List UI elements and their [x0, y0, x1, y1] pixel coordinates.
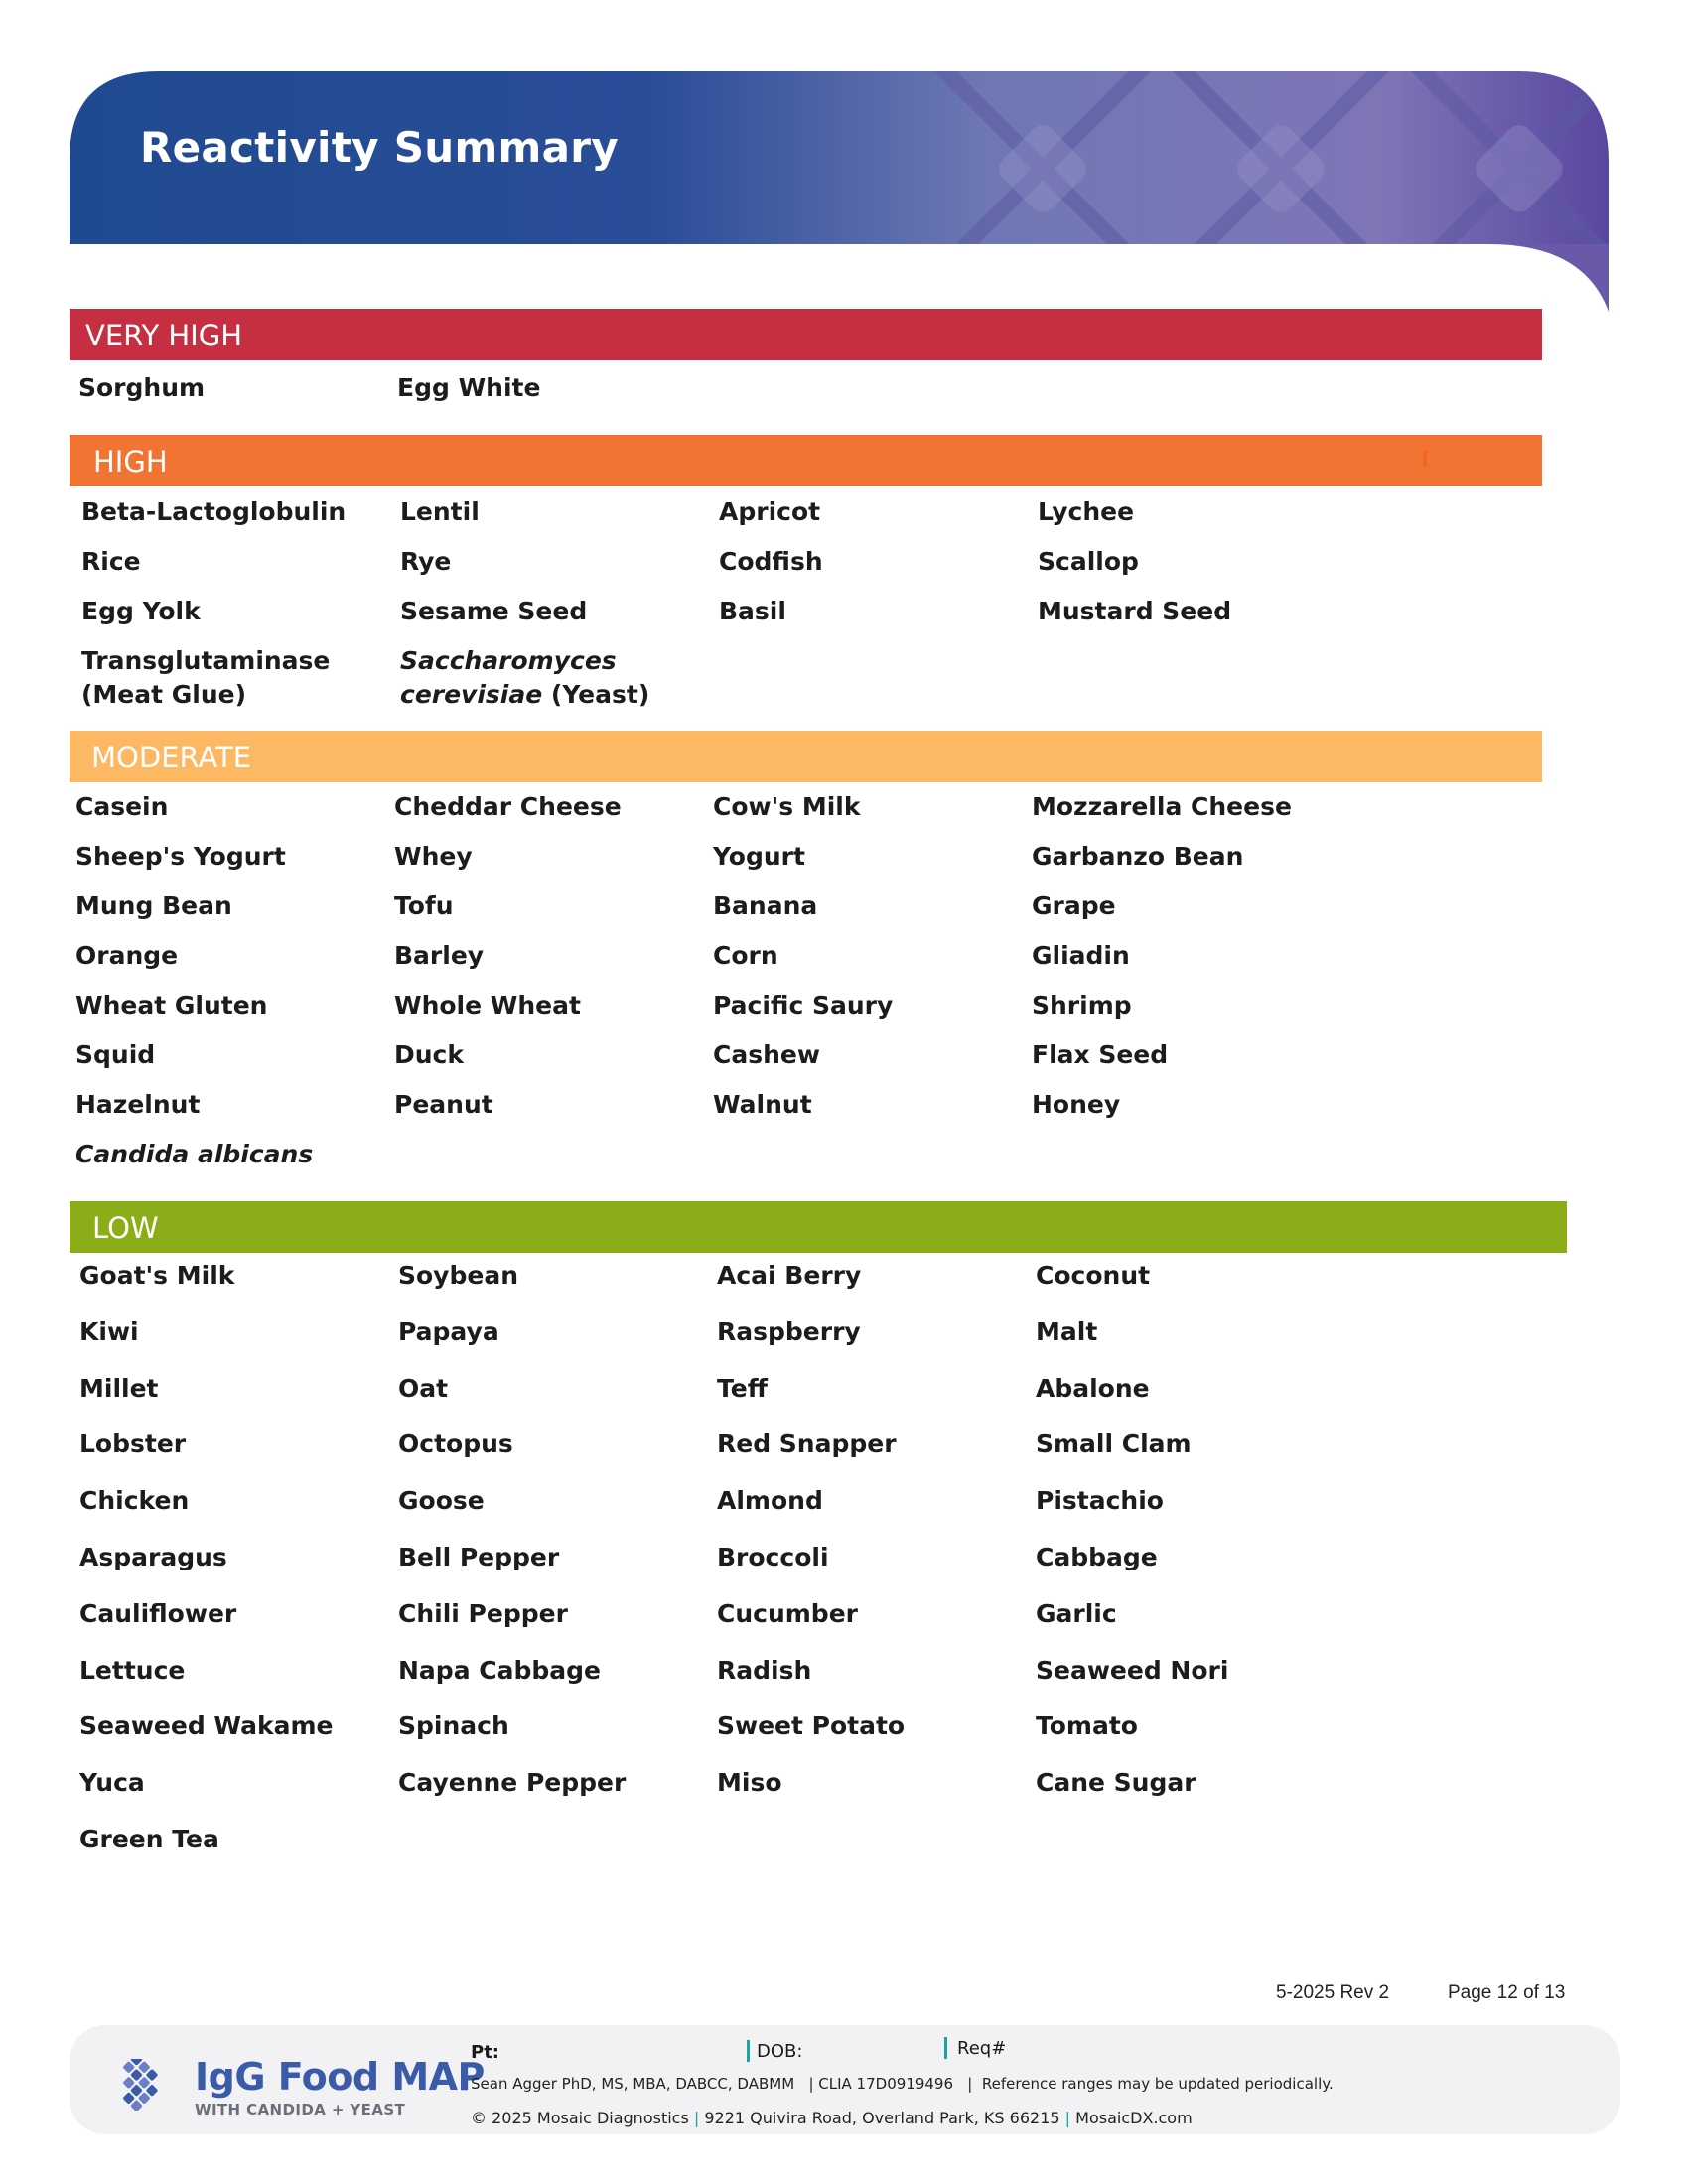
food-name-line: Transglutaminase: [81, 646, 331, 675]
food-item: Rice: [81, 547, 141, 576]
food-item: Asparagus: [79, 1542, 227, 1571]
logo-subtitle: WITH CANDIDA + YEAST: [195, 2101, 406, 2118]
food-item: Chili Pepper: [398, 1598, 568, 1628]
food-item: Mung Bean: [75, 891, 232, 920]
food-item: Mozzarella Cheese: [1032, 792, 1292, 821]
food-name-line: cerevisiae: [400, 680, 543, 709]
reference-note: Reference ranges may be updated periodically.: [981, 2075, 1334, 2093]
food-item: Duck: [394, 1040, 464, 1069]
food-item: Casein: [75, 792, 169, 821]
copyright-text: © 2025 Mosaic Diagnostics: [471, 2109, 689, 2127]
food-item: Egg White: [397, 373, 541, 402]
food-item: Raspberry: [717, 1316, 861, 1346]
food-item: Cayenne Pepper: [398, 1768, 627, 1798]
food-item: Pistachio: [1036, 1486, 1164, 1516]
food-item: Hazelnut: [75, 1090, 201, 1119]
moderate-food-list: [75, 790, 1350, 1187]
food-item: Whole Wheat: [394, 991, 581, 1020]
section-label: HIGH: [93, 445, 168, 478]
food-name-line: (Meat Glue): [81, 680, 247, 709]
food-item: Grape: [1032, 891, 1116, 920]
food-item: Abalone: [1036, 1373, 1150, 1403]
food-item: Shrimp: [1032, 991, 1132, 1020]
food-item: Napa Cabbage: [398, 1655, 601, 1685]
food-item: Broccoli: [717, 1542, 829, 1571]
food-item: Octopus: [398, 1430, 513, 1459]
food-item: Lychee: [1038, 497, 1135, 526]
food-item: Corn: [713, 941, 778, 970]
very-high-food-list: [78, 371, 1353, 411]
food-item: Scallop: [1038, 547, 1139, 576]
lab-credits: Sean Agger PhD, MS, MBA, DABCC, DABMM | CLIA 17D0919496 | Reference ranges may be updated periodically.: [471, 2075, 1334, 2093]
separator: [747, 2040, 750, 2062]
food-item: Cauliflower: [79, 1598, 237, 1628]
food-item: Basil: [719, 597, 786, 625]
high-food-list: [81, 495, 1356, 709]
food-item: Sheep's Yogurt: [75, 842, 286, 871]
food-item: [400, 644, 719, 709]
food-item: Cow's Milk: [713, 792, 861, 821]
food-item: Egg Yolk: [81, 597, 201, 625]
food-item: Mustard Seed: [1038, 597, 1232, 625]
food-item: Kiwi: [79, 1316, 139, 1346]
food-item: Cucumber: [717, 1598, 858, 1628]
clia-number: | CLIA 17D0919496: [808, 2075, 953, 2093]
food-item: Tomato: [1036, 1711, 1138, 1741]
food-item: Seaweed Wakame: [79, 1711, 334, 1741]
food-item: Sesame Seed: [400, 597, 588, 625]
company-address: 9221 Quivira Road, Overland Park, KS 66215: [704, 2109, 1060, 2127]
food-item: Cashew: [713, 1040, 820, 1069]
food-item: Beta-Lactoglobulin: [81, 497, 347, 526]
mosaic-logo-icon: [95, 2059, 185, 2111]
food-item: Almond: [717, 1486, 823, 1516]
food-item: Spinach: [398, 1711, 509, 1741]
food-item: Chicken: [79, 1486, 190, 1516]
food-item: Teff: [717, 1373, 768, 1403]
copyright-line: © 2025 Mosaic Diagnostics | 9221 Quivira Road, Overland Park, KS 66215 | MosaicDX.com: [471, 2109, 1193, 2127]
food-item: Yogurt: [713, 842, 805, 871]
food-item: Coconut: [1036, 1261, 1151, 1290]
food-item: Malt: [1036, 1316, 1098, 1346]
food-item: Honey: [1032, 1090, 1121, 1119]
food-item: Lobster: [79, 1430, 187, 1459]
food-item: Seaweed Nori: [1036, 1655, 1229, 1685]
footer-bar: [70, 2025, 1620, 2134]
page-number: Page 12 of 13: [1448, 1982, 1566, 2003]
food-item: Candida albicans: [75, 1140, 314, 1168]
low-food-list: [79, 1259, 1354, 1879]
food-item: Lentil: [400, 497, 480, 526]
food-item: Goat's Milk: [79, 1261, 235, 1290]
patient-label: Pt:: [471, 2042, 499, 2063]
lab-director: Sean Agger PhD, MS, MBA, DABCC, DABMM: [471, 2075, 795, 2093]
section-header-very-high: VERY HIGH: [70, 309, 1542, 360]
food-item: Garbanzo Bean: [1032, 842, 1244, 871]
food-item: Whey: [394, 842, 473, 871]
food-item: Tofu: [394, 891, 454, 920]
food-item: Acai Berry: [717, 1261, 862, 1290]
food-item: Goose: [398, 1486, 485, 1516]
food-item: Sweet Potato: [717, 1711, 906, 1741]
food-item: Squid: [75, 1040, 156, 1069]
section-header-low: LOW: [70, 1201, 1567, 1253]
food-item: Green Tea: [79, 1824, 219, 1853]
food-item: Red Snapper: [717, 1430, 897, 1459]
food-item: Yuca: [79, 1768, 145, 1798]
food-item: Barley: [394, 941, 485, 970]
page-title: Reactivity Summary: [140, 123, 619, 172]
dob-label: DOB:: [757, 2041, 803, 2062]
food-name-suffix: (Yeast): [550, 680, 650, 709]
food-item: Sorghum: [78, 373, 206, 402]
food-item: Apricot: [719, 497, 821, 526]
header-banner: [70, 69, 1609, 312]
food-item: Bell Pepper: [398, 1542, 560, 1571]
food-item: Lettuce: [79, 1655, 186, 1685]
divider-mark: [1423, 451, 1427, 467]
food-item: Papaya: [398, 1316, 499, 1346]
food-item: Radish: [717, 1655, 812, 1685]
food-item: Pacific Saury: [713, 991, 894, 1020]
company-website[interactable]: MosaicDX.com: [1075, 2109, 1193, 2127]
food-item: Soybean: [398, 1261, 518, 1290]
food-item: Wheat Gluten: [75, 991, 268, 1020]
section-header-moderate: MODERATE: [70, 731, 1542, 782]
food-item: Rye: [400, 547, 452, 576]
food-item: [81, 644, 400, 709]
food-name-line: Saccharomyces: [400, 646, 617, 675]
food-item: Millet: [79, 1373, 159, 1403]
food-item: Orange: [75, 941, 179, 970]
food-item: Oat: [398, 1373, 449, 1403]
separator: [944, 2037, 947, 2059]
requisition-label: Req#: [957, 2038, 1007, 2059]
food-item: Garlic: [1036, 1598, 1117, 1628]
food-item: Miso: [717, 1768, 782, 1798]
logo-title: IgG Food MAP: [195, 2055, 485, 2099]
food-item: Flax Seed: [1032, 1040, 1169, 1069]
banner-graphic: [70, 69, 1609, 312]
food-item: Peanut: [394, 1090, 493, 1119]
food-item: Codfish: [719, 547, 823, 576]
food-item: Cheddar Cheese: [394, 792, 622, 821]
section-header-high: [70, 435, 1542, 486]
food-item: Cabbage: [1036, 1542, 1158, 1571]
food-item: Banana: [713, 891, 818, 920]
food-item: Small Clam: [1036, 1430, 1192, 1459]
revision-label: 5-2025 Rev 2: [1276, 1982, 1390, 2003]
food-item: Gliadin: [1032, 941, 1130, 970]
food-item: Walnut: [713, 1090, 812, 1119]
food-item: Cane Sugar: [1036, 1768, 1196, 1798]
